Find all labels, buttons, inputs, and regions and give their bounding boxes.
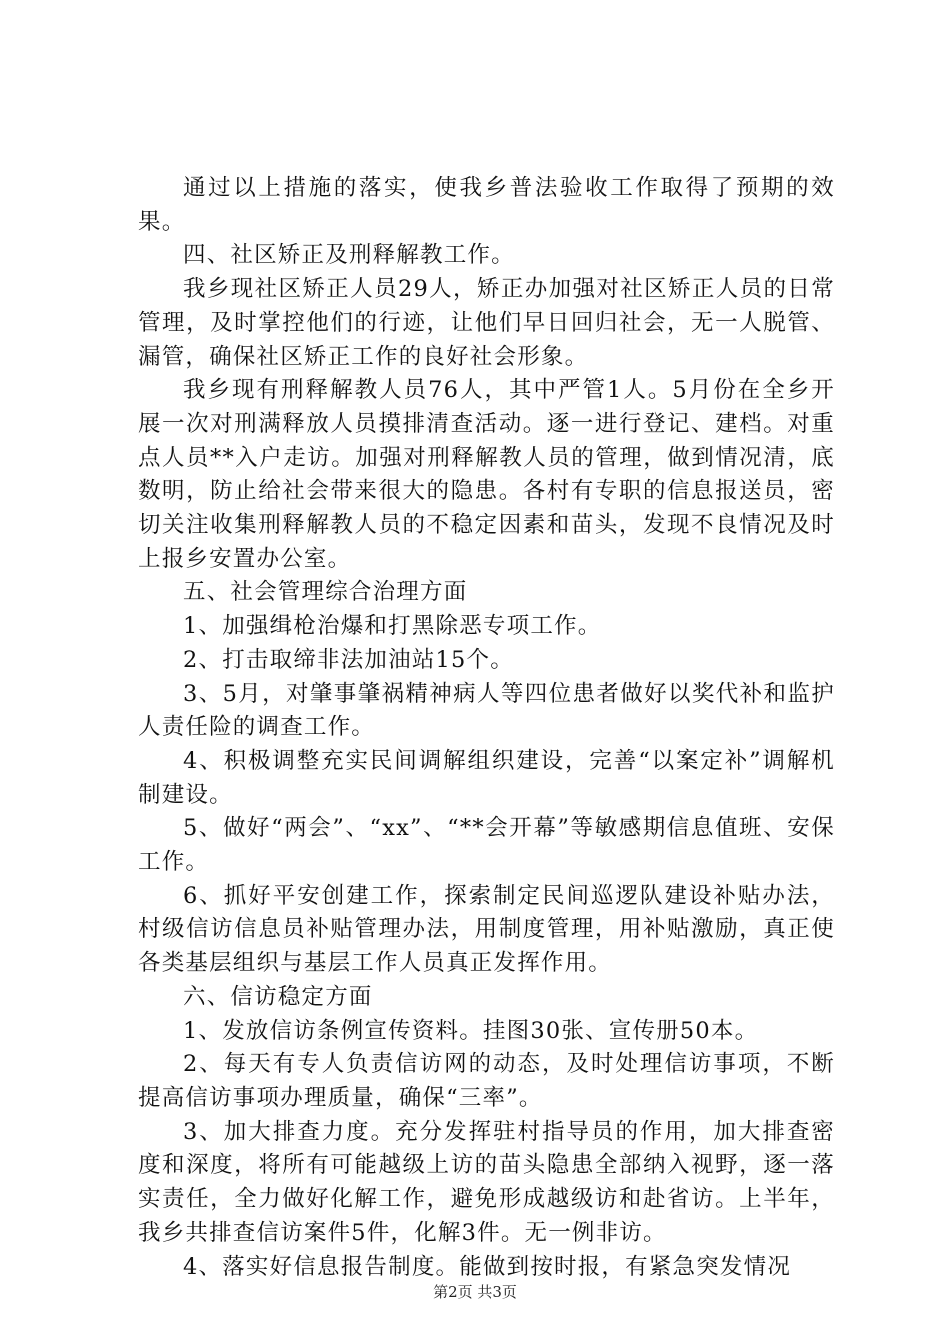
list-item: 3、5月，对肇事肇祸精神病人等四位患者做好以奖代补和监护人责任险的调查工作。: [138, 680, 835, 741]
section-heading: 六、信访稳定方面: [183, 983, 373, 1010]
list-item: 1、发放信访条例宣传资料。挂图30张、宣传册50本。: [183, 1017, 759, 1044]
list-item: 5、做好“两会”、“xx”、“**会开幕”等敏感期信息值班、安保工作。: [138, 815, 835, 876]
page-number-label: 第2页 共3页: [433, 1283, 517, 1301]
paragraph: 我乡现有刑释解教人员76人，其中严管1人。5月份在全乡开展一次对刑满释放人员摸排清查活动。逐一进行登记、建档。对重点人员**入户走访。加强对刑释解教人员的管理，做到情况清，底数明，防止给社会带来很大的隐患。各村有专职的信息报送员，密切关注收集刑释解教人员的不稳定因素和苗头，发现不良情况及时上报乡安置办公室。: [138, 377, 835, 572]
list-item: 2、每天有专人负责信访网的动态，及时处理信访事项，不断提高信访事项办理质量，确保“三率”。: [138, 1051, 835, 1111]
document-body: [138, 172, 835, 1284]
list-item: 4、积极调整充实民间调解组织建设，完善“以案定补”调解机制建设。: [138, 747, 835, 808]
paragraph: 通过以上措施的落实，使我乡普法验收工作取得了预期的效果。: [138, 175, 835, 235]
section-heading: 四、社区矫正及刑释解教工作。: [183, 242, 515, 269]
list-item: 2、打击取缔非法加油站15个。: [183, 646, 514, 673]
list-item: 3、加大排查力度。充分发挥驻村指导员的作用，加大排查密度和深度，将所有可能越级上访的苗头隐患全部纳入视野，逐一落实责任，全力做好化解工作，避免形成越级访和赴省访。上半年，我乡共排查信访案件5件，化解3件。无一例非访。: [138, 1118, 835, 1246]
list-item: 1、加强缉枪治爆和打黑除恶专项工作。: [183, 613, 602, 640]
list-item: 6、抓好平安创建工作，探索制定民间巡逻队建设补贴办法，村级信访信息员补贴管理办法，用制度管理，用补贴激励，真正使各类基层组织与基层工作人员真正发挥作用。: [138, 882, 835, 977]
page-footer: [0, 1282, 950, 1302]
paragraph: 我乡现社区矫正人员29人，矫正办加强对社区矫正人员的日常管理，及时掌控他们的行迹，让他们早日回归社会，无一人脱管、漏管，确保社区矫正工作的良好社会形象。: [138, 276, 835, 370]
list-item: 4、落实好信息报告制度。能做到按时报，有紧急突发情况: [183, 1253, 792, 1280]
section-heading: 五、社会管理综合治理方面: [183, 579, 468, 606]
